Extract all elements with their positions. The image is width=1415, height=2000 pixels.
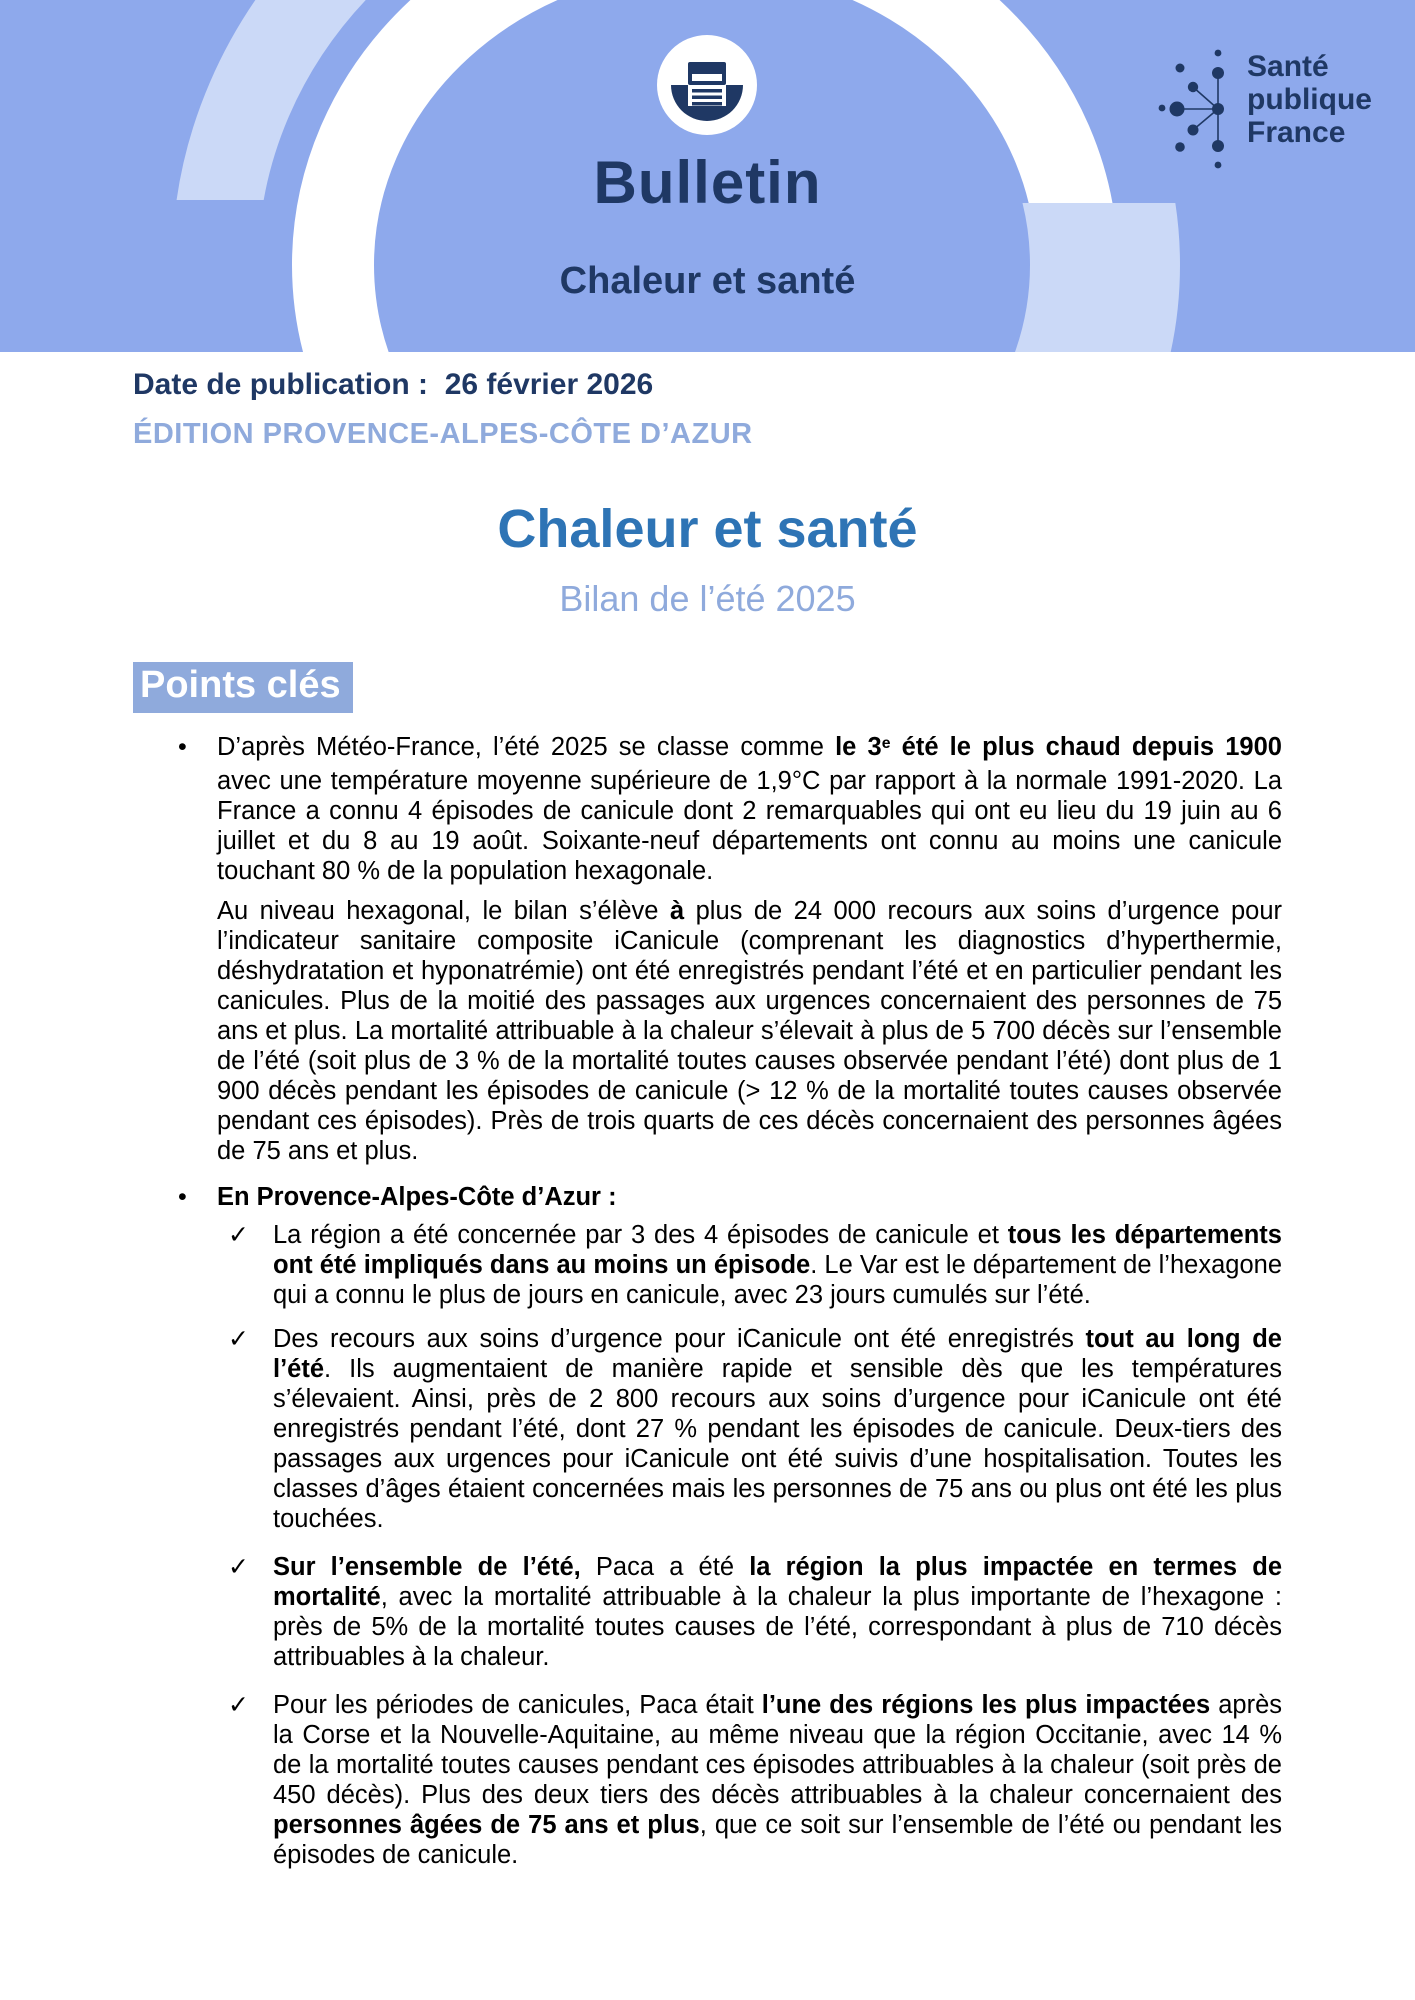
page-title: Chaleur et santé	[497, 499, 918, 559]
edition-label: ÉDITION PROVENCE-ALPES-CÔTE D’AZUR	[133, 418, 753, 450]
points-list	[133, 728, 1282, 1870]
check-icon: ✓	[228, 1553, 249, 1581]
bullet-icon: •	[178, 733, 187, 761]
page-subtitle: Bilan de l’été 2025	[559, 578, 856, 619]
item-text: La région a été concernée par 3 des 4 épisodes de canicule et tous les départements ont été impliqués dans au moins un épisode. Le Var est le département de l’hexagone qui a connu le plus de jours en canicule, avec 23 jours cumulés sur l’été.	[273, 1221, 1282, 1309]
item-text: En Provence-Alpes-Côte d’Azur :	[217, 1183, 617, 1211]
check-item	[133, 1220, 1282, 1310]
header-banner	[0, 0, 1415, 352]
check-item	[133, 1324, 1282, 1534]
check-icon: ✓	[228, 1691, 249, 1719]
check-icon: ✓	[228, 1325, 249, 1353]
paragraph-item	[133, 896, 1282, 1166]
bullet-icon: •	[178, 1183, 187, 1211]
bullet-item	[133, 732, 1282, 886]
publication-date: Date de publication : 26 février 2026	[133, 368, 654, 401]
bulletin-document-icon	[657, 35, 757, 135]
header-subtitle: Chaleur et santé	[559, 260, 856, 302]
logo-line-3: France	[1247, 116, 1346, 149]
check-item	[133, 1690, 1282, 1870]
sante-publique-france-logo	[1247, 50, 1372, 149]
item-text: D’après Météo-France, l’été 2025 se classe comme le 3e été le plus chaud depuis 1900 avec une température moyenne supérieure de 1,9°C par rapport à la normale 1991-2020. La France a connu 4 épisodes de canicule dont 2 remarquables qui ont eu lieu du 19 juin au 6 juillet et du 8 au 19 août. Soixante-neuf départements ont connu au moins une canicule touchant 80 % de la population hexagonale.	[217, 733, 1282, 885]
check-icon: ✓	[228, 1221, 249, 1249]
item-text: Sur l’ensemble de l’été, Paca a été la région la plus impactée en termes de mortalité, avec la mortalité attribuable à la chaleur la plus importante de l’hexagone : près de 5% de la mortalité toutes causes de l’été, correspondant à plus de 710 décès attribuables à la chaleur.	[273, 1553, 1282, 1671]
check-item	[133, 1552, 1282, 1672]
item-text: Au niveau hexagonal, le bilan s’élève à plus de 24 000 recours aux soins d’urgence pour l’indicateur sanitaire composite iCanicule (comprenant les diagnostics d’hyperthermie, déshydratation et hyponatrémie) ont été enregistrés pendant l’été et en particulier pendant les canicules. Plus de la moitié des passages aux urgences concernaient des personnes de 75 ans et plus. La mortalité attribuable à la chaleur s’élevait à plus de 5 700 décès sur l’ensemble de l’été (soit plus de 3 % de la mortalité toutes causes observée pendant l’été) dont plus de 1 900 décès pendant les épisodes de canicule (> 12 % de la mortalité toutes causes observée pendant ces épisodes). Près de trois quarts de ces décès concernaient des personnes âgées de 75 ans et plus.	[217, 897, 1283, 1165]
brand-title: Bulletin	[593, 149, 822, 216]
item-text: Des recours aux soins d’urgence pour iCanicule ont été enregistrés tout au long de l’été. Ils augmentaient de manière rapide et sensible dès que les températures s’élevaient. Ainsi, près de 2 800 recours aux soins d’urgence pour iCanicule ont été enregistrés pendant l’été, dont 27 % pendant les épisodes de canicule. Deux-tiers des passages aux urgences pour iCanicule ont été suivis d’une hospitalisation. Toutes les classes d’âges étaient concernées mais les personnes de 75 ans ou plus ont été les plus touchées.	[273, 1325, 1282, 1533]
logo-line-1: Santé	[1247, 50, 1329, 83]
section-heading-points-cles: Points clés	[133, 662, 353, 713]
bullet-item	[133, 1182, 1282, 1212]
item-text: Pour les périodes de canicules, Paca était l’une des régions les plus impactées après la Corse et la Nouvelle-Aquitaine, au même niveau que la région Occitanie, avec 14 % de la mortalité toutes causes pendant ces épisodes attribuables à la chaleur (soit près de 450 décès). Plus des deux tiers des décès attribuables à la chaleur concernaient des personnes âgées de 75 ans et plus, que ce soit sur l’ensemble de l’été ou pendant les épisodes de canicule.	[273, 1691, 1282, 1869]
logo-line-2: publique	[1247, 83, 1372, 116]
